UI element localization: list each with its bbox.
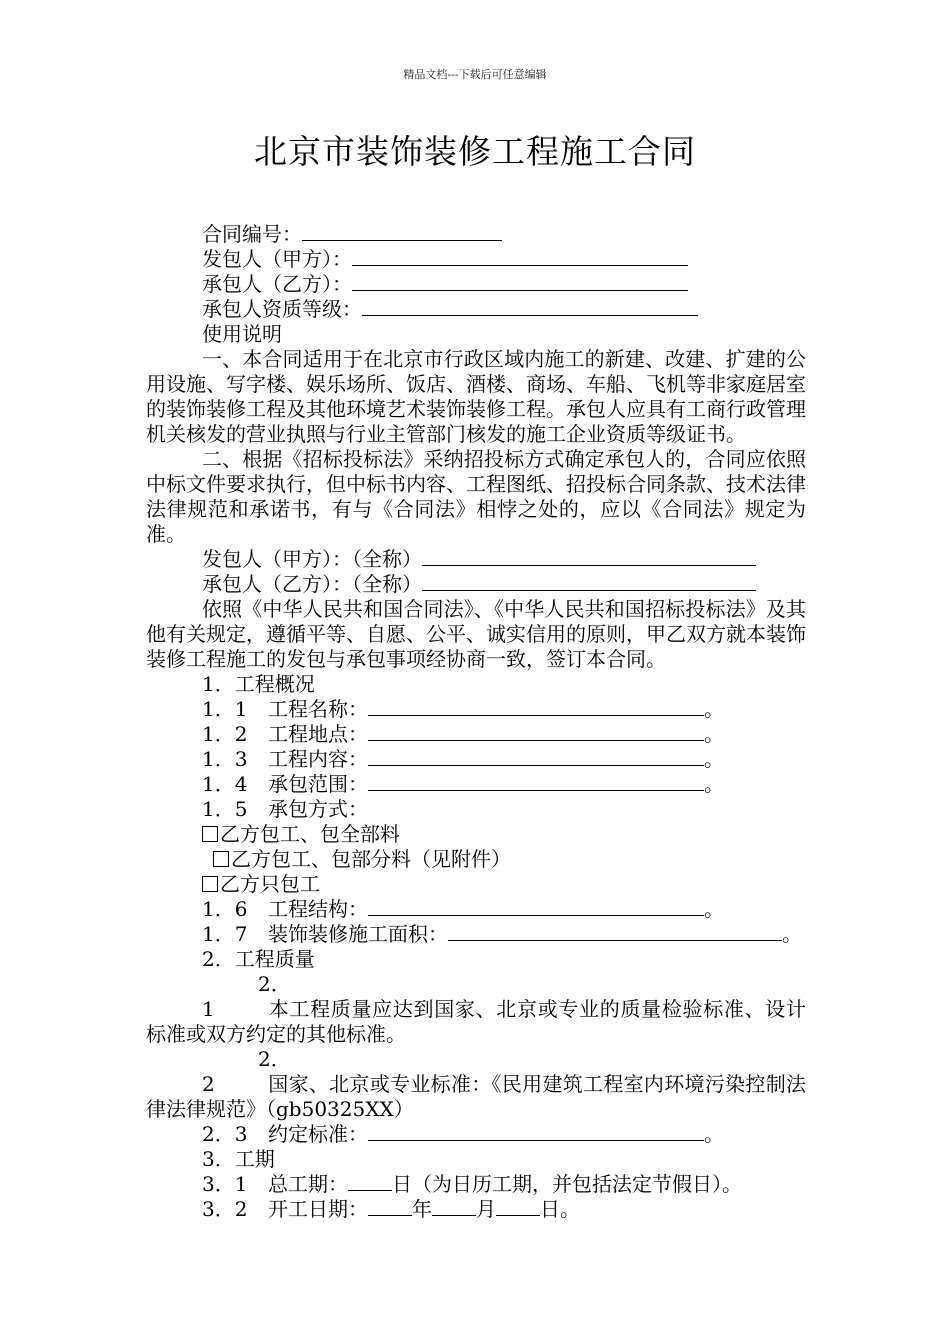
party-a-full-label: 发包人（甲方）：（全称） — [202, 547, 422, 571]
start-day-blank[interactable] — [496, 1197, 540, 1216]
item-number: 2．3 — [202, 1122, 248, 1146]
item-1-6: 1．6 工程结构： 。 — [202, 897, 724, 921]
project-location-blank[interactable] — [368, 722, 704, 741]
item-number: 3．2 — [202, 1197, 248, 1221]
option-label: 乙方包工、包全部料 — [220, 822, 400, 846]
item-number: 1．4 — [202, 772, 248, 796]
document-title: 北京市装饰装修工程施工合同 — [254, 132, 696, 171]
item-number: 1．5 — [202, 797, 248, 821]
checkbox-option-1[interactable] — [202, 826, 218, 842]
option-row-1 — [146, 822, 806, 847]
agreed-standard-blank[interactable] — [368, 1122, 704, 1141]
party-a-full-line — [146, 547, 806, 572]
preamble-paragraph: 依照《中华人民共和国合同法》、《中华人民共和国招标投标法》及其他有关规定，遵循平等、自愿、公平、诚实信用的原则，甲乙双方就本装饰装修工程施工的发包与承包事项经协商一致，签订本合同。 — [146, 597, 806, 671]
project-name-blank[interactable] — [368, 697, 704, 716]
item-2-2 — [146, 1047, 806, 1122]
project-content-blank[interactable] — [368, 747, 704, 766]
start-month-blank[interactable] — [432, 1197, 476, 1216]
item-label: 总工期： — [268, 1172, 348, 1196]
item-text: 国家、北京或专业标准：《民用建筑工程室内环境污染控制法律法律规范》（gb50325XX） — [146, 1072, 806, 1121]
start-year-blank[interactable] — [368, 1197, 412, 1216]
item-text: 本工程质量应达到国家、北京或专业的质量检验标准、设计标准或双方约定的其他标准。 — [146, 997, 806, 1046]
party-b-label: 承包人（乙方）： — [202, 272, 352, 296]
item-label: 约定标准： — [268, 1122, 368, 1146]
section-1-heading: 1．工程概况 — [202, 672, 315, 696]
item-label: 日（为日历工期，并包括法定节假日）。 — [392, 1172, 742, 1196]
party-a-blank[interactable] — [352, 247, 688, 266]
option-label: 乙方只包工 — [220, 872, 320, 896]
area-blank[interactable] — [448, 922, 782, 941]
qualification-line — [146, 297, 806, 322]
item-number: 1．6 — [202, 897, 248, 921]
item-number: 1．1 — [202, 697, 248, 721]
item-number: 1．2 — [202, 722, 248, 746]
item-3-2: 3．2 开工日期： 年 月 日。 — [202, 1197, 580, 1221]
party-a-label: 发包人（甲方）： — [202, 247, 352, 271]
party-b-full-blank[interactable] — [422, 572, 756, 591]
item-label: 承包范围： — [268, 772, 368, 796]
item-number: 3．1 — [202, 1172, 248, 1196]
party-b-full-label: 承包人（乙方）：（全称） — [202, 572, 422, 596]
instruction-paragraph-2: 二、根据《招标投标法》采纳招投标方式确定承包人的，合同应依照中标文件要求执行，但中标书内容、工程图纸、招投标合同条款、技术法律法律规范和承诺书，有与《合同法》相悖之处的，应以《合同法》规定为准。 — [146, 447, 806, 546]
item-label: 承包方式： — [268, 797, 368, 821]
item-1-4: 1．4 承包范围： 。 — [202, 772, 724, 796]
item-number: 1．3 — [202, 747, 248, 771]
item-1-1: 1．1 工程名称： 。 — [202, 697, 724, 721]
party-b-blank[interactable] — [352, 272, 688, 291]
item-3-1 — [146, 1172, 806, 1197]
item-label: 装饰装修施工面积： — [268, 922, 448, 946]
contract-no-blank[interactable] — [302, 222, 502, 241]
party-a-line — [146, 247, 806, 272]
option-label: 乙方包工、包部分料（见附件） — [231, 847, 511, 871]
party-a-full-blank[interactable] — [422, 547, 756, 566]
contract-no-label: 合同编号： — [202, 222, 302, 246]
option-row-3 — [146, 872, 806, 897]
item-label: 工程地点： — [268, 722, 368, 746]
item-1-3: 1．3 工程内容： 。 — [202, 747, 724, 771]
party-b-line — [146, 272, 806, 297]
party-b-full-line — [146, 572, 806, 597]
item-number: 2．1 — [202, 972, 291, 1021]
item-number: 2．2 — [202, 1047, 291, 1096]
structure-blank[interactable] — [368, 897, 704, 916]
checkbox-option-3[interactable] — [202, 876, 218, 892]
item-label: 工程结构： — [268, 897, 368, 921]
document-body — [146, 222, 806, 1222]
item-1-7: 1．7 装饰装修施工面积： 。 — [202, 922, 802, 946]
total-days-blank[interactable] — [348, 1172, 392, 1191]
item-label: 开工日期： — [268, 1197, 368, 1221]
contract-no-line — [146, 222, 806, 247]
instructions-heading: 使用说明 — [202, 322, 282, 346]
checkbox-option-2[interactable] — [213, 851, 229, 867]
section-2-heading: 2．工程质量 — [202, 947, 315, 971]
instruction-paragraph-1: 一、本合同适用于在北京市行政区域内施工的新建、改建、扩建的公用设施、写字楼、娱乐场所、饭店、酒楼、商场、车船、飞机等非家庭居室的装饰装修工程及其他环境艺术装饰装修工程。承包人应具有工商行政管理机关核发的营业执照与行业主管部门核发的施工企业资质等级证书。 — [146, 347, 806, 446]
item-2-1 — [146, 972, 806, 1047]
contract-scope-blank[interactable] — [368, 772, 704, 791]
item-label: 工程名称： — [268, 697, 368, 721]
qualification-label: 承包人资质等级： — [202, 297, 362, 321]
item-1-2: 1．2 工程地点： 。 — [202, 722, 724, 746]
qualification-blank[interactable] — [362, 297, 698, 316]
header-note: 精品文档---下载后可任意编辑 — [403, 68, 547, 81]
section-3-heading: 3．工期 — [202, 1147, 275, 1171]
item-label: 工程内容： — [268, 747, 368, 771]
option-row-2 — [146, 847, 806, 872]
item-1-5 — [146, 797, 806, 822]
item-number: 1．7 — [202, 922, 248, 946]
item-2-3: 2．3 约定标准： 。 — [202, 1122, 724, 1146]
